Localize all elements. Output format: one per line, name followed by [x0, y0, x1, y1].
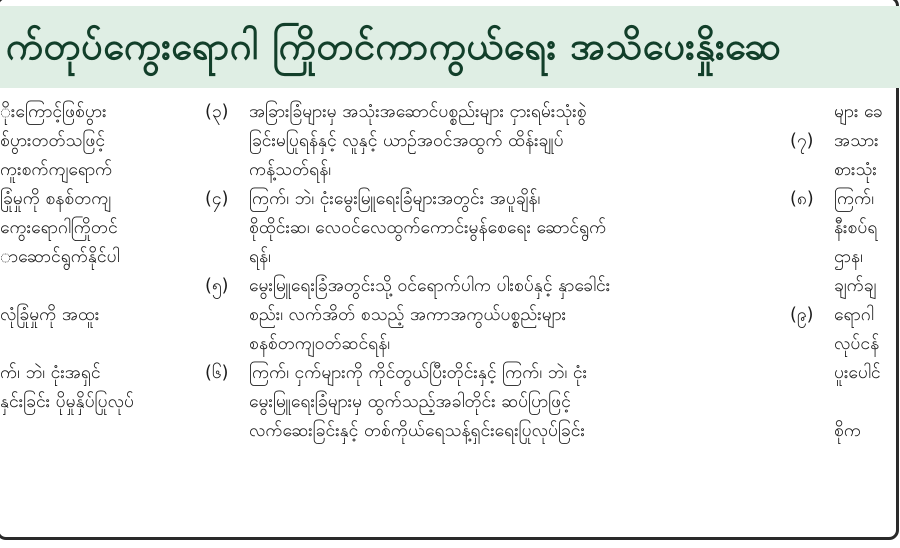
list-item	[790, 243, 900, 272]
text-line: နှင်းခြင်း ပိုမှုနှိပ်ပြုလုပ်	[0, 392, 134, 412]
item-text-line	[834, 388, 900, 417]
text-line: ခြုံမှုကို စနစ်တကျ	[0, 189, 112, 209]
list-item	[790, 272, 900, 301]
text-line: ာဆောင်ရွက်နိုင်ပါ	[0, 247, 120, 267]
list-item	[790, 359, 900, 388]
item-text-line: နီးစပ်ရ	[834, 218, 878, 238]
item-text-line: ပူးပေါင်	[834, 363, 881, 383]
item-number: (၅)	[205, 276, 229, 296]
list-item	[205, 359, 745, 446]
item-number	[790, 214, 834, 243]
text-line: က်၊ ဘဲ၊ ငုံးအရှင်	[0, 363, 101, 383]
list-item	[205, 98, 745, 185]
text-line	[0, 272, 175, 301]
text-line	[0, 330, 175, 359]
text-line: စ်ပွားတတ်သဖြင့်	[0, 131, 106, 151]
item-number: (၆)	[205, 363, 229, 383]
item-number	[790, 388, 834, 417]
text-line: ကွေးရောဂါကြိုတင်	[0, 218, 118, 238]
item-text-line: မွေးမြူရေးခြံများမှ ထွက်သည့်အခါတိုင်း ဆပ်ပြာဖြင့်	[249, 392, 571, 412]
list-item	[790, 156, 900, 185]
title-banner	[0, 6, 900, 88]
left-column	[0, 98, 175, 417]
item-number: (၄)	[205, 189, 229, 209]
list-item	[790, 185, 900, 214]
list-item	[205, 272, 745, 359]
text-line: ကူးစက်ကျရောက်	[0, 160, 113, 180]
right-column	[790, 98, 900, 446]
item-number: (၇)	[790, 131, 814, 151]
item-text-line: အသား	[834, 131, 879, 151]
page-title: က်တုပ်ကွေးရောဂါ ကြိုတင်ကာကွယ်ရေး အသိပေးနှိုးဆေ	[6, 24, 782, 68]
item-text-line: ချက်ချ	[834, 276, 877, 296]
middle-column	[205, 98, 745, 446]
signature-text: စိုက	[834, 421, 861, 441]
item-number	[790, 98, 834, 127]
item-text-line: စည်း၊ လက်အိတ် စသည့် အကာအကွယ်ပစ္စည်းများ	[249, 305, 567, 325]
text-line: ိုးကြောင့်ဖြစ်ပွား	[0, 102, 107, 122]
item-number: (၈)	[790, 189, 814, 209]
item-text-line: မွေးမြူရေးခြံအတွင်းသို့ ဝင်ရောက်ပါက ပါးစပ်နှင့် နှာခေါင်း	[249, 276, 611, 296]
signature-line	[790, 417, 900, 446]
item-number	[790, 156, 834, 185]
item-text-line: လုပ်ငန်	[834, 334, 880, 354]
item-text-line: ဌာန၊	[834, 247, 863, 267]
list-item	[790, 214, 900, 243]
item-text-line: ရန်၊	[249, 247, 271, 267]
item-text-line: အခြားခြံများမှ အသုံးအဆောင်ပစ္စည်းများ ငှားရမ်းသုံးစွဲ	[249, 102, 587, 122]
list-item	[790, 127, 900, 156]
item-number	[790, 330, 834, 359]
item-text-line: များ ခေ	[834, 102, 883, 122]
item-number	[790, 243, 834, 272]
item-text-line: ကန့်သတ်ရန်၊	[249, 160, 332, 180]
item-text-line: ကြက်၊	[834, 189, 874, 209]
item-number: (၃)	[205, 102, 229, 122]
list-item	[790, 388, 900, 417]
list-item	[205, 185, 745, 272]
item-text-line: ရောဂါ	[834, 305, 874, 325]
item-text-line: စနစ်တကျဝတ်ဆင်ရန်၊	[249, 334, 391, 354]
text-line: လုံခြုံမှုကို အထူး	[0, 305, 100, 325]
item-text-line: ကြက်၊ ဘဲ၊ ငုံးမွေးမြူရေးခြံများအတွင်း အပူချိန်၊	[249, 189, 541, 209]
item-number	[790, 359, 834, 388]
item-text-line: ခြင်းမပြုရန်နှင့် လူနှင့် ယာဉ်အဝင်အထွက် ထိန်းချုပ်	[249, 131, 564, 151]
item-text-line: လက်ဆေးခြင်းနှင့် တစ်ကိုယ်ရေသန့်ရှင်းရေးပြုလုပ်ခြင်း	[249, 421, 585, 441]
list-item	[790, 330, 900, 359]
item-text-line: ကြက်၊ ငှက်များကို ကိုင်တွယ်ပြီးတိုင်းနှင့် ကြက်၊ ဘဲ၊ ငုံး	[249, 363, 588, 383]
item-number	[790, 417, 834, 446]
list-item	[790, 301, 900, 330]
item-text-line: စားသုံး	[834, 160, 877, 180]
item-number: (၉)	[790, 305, 814, 325]
item-text-line: စိုထိုင်းဆ၊ လေဝင်လေထွက်ကောင်းမွန်စေရေး ဆောင်ရွက်	[249, 218, 607, 238]
list-item	[790, 98, 900, 127]
item-number	[790, 272, 834, 301]
